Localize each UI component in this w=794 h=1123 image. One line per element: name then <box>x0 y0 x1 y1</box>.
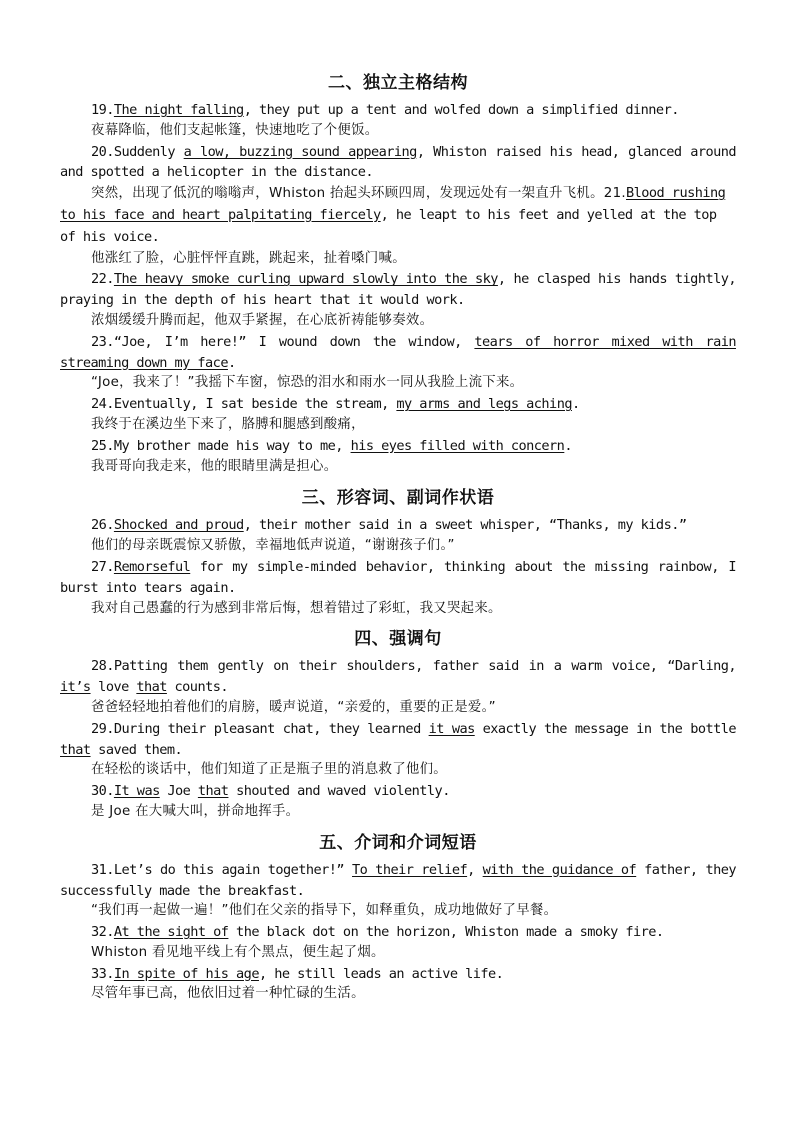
translation-21: 他涨红了脸，心脏怦怦直跳，跳起来，扯着嗓门喊。 <box>91 250 406 266</box>
sentence-19: 19.The night falling, they put up a tent and wolfed down a simplified dinner. <box>91 102 679 118</box>
section-title-adjectives-adverbs: 三、形容词、副词作状语 <box>301 488 495 509</box>
underlined-phrase: my arms and legs aching <box>396 396 572 413</box>
sentence-33: 33.In spite of his age, he still leads an active life. <box>91 965 504 982</box>
translation-33: 尽管年事已高，他依旧过着一种忙碌的生活。 <box>91 986 365 1002</box>
translation-28: 爸爸轻轻地拍着他们的肩膀，暖声说道，“亲爱的，重要的正是爱。” <box>91 699 496 715</box>
underlined-phrase: tears of horror mixed with rain streaming down my face <box>60 333 736 371</box>
translation-23: “Joe，我来了！”我摇下车窗，惊恐的泪水和雨水一同从我脸上流下来。 <box>91 375 524 391</box>
underlined-phrase: a low, buzzing sound appearing <box>183 143 417 160</box>
underlined-phrase: that <box>197 783 229 800</box>
underlined-phrase: with the guidance of <box>482 861 637 878</box>
underlined-phrase: that <box>136 679 167 696</box>
sentence-22: 22.The heavy smoke curling upward slowly into the sky, he clasped his hands tightly, praying in the depth of his heart that it would work. <box>60 271 736 309</box>
underlined-phrase: At the sight of <box>113 924 229 941</box>
underlined-phrase: In spite of his age <box>113 965 259 982</box>
underlined-phrase: To their relief <box>352 861 468 878</box>
underlined-phrase: Blood rushing to his face and heart palpitating fiercely <box>60 185 726 223</box>
sentence-20: 20.Suddenly a low, buzzing sound appearing, Whiston raised his head, glanced around and spotted a helicopter in the distance. <box>60 143 736 181</box>
underlined-phrase: his eyes filled with concern <box>350 437 565 454</box>
sentence-28: 28.Patting them gently on their shoulders, father said in a warm voice, “Darling, it’s love that counts. <box>60 658 736 696</box>
underlined-phrase: Remorseful <box>113 558 191 575</box>
sentence-27: 27.Remorseful for my simple-minded behavior, thinking about the missing rainbow, I burst into tears again. <box>60 558 736 596</box>
sentence-32: 32.At the sight of the black dot on the horizon, Whiston made a smoky fire. <box>91 924 664 941</box>
document-page <box>60 66 736 1005</box>
sentence-26: 26.Shocked and proud, their mother said in a sweet whisper, “Thanks, my kids.” <box>91 517 687 534</box>
underlined-phrase: it’s <box>60 679 91 696</box>
underlined-phrase: that <box>60 741 91 758</box>
underlined-phrase: Shocked and proud <box>113 517 244 534</box>
section-title-prepositions: 五、介词和介词短语 <box>319 832 477 853</box>
translation-25: 我哥哥向我走来，他的眼睛里满是担心。 <box>91 458 338 474</box>
translation-30: 是 Joe 在大喊大叫，拼命地挥手。 <box>91 803 300 819</box>
translation-19: 夜幕降临，他们支起帐篷，快速地吃了个便饭。 <box>91 122 379 138</box>
sentence-25: 25.My brother made his way to me, his eyes filled with concern. <box>91 437 572 454</box>
section-title-emphatic-sentence: 四、强调句 <box>354 629 442 650</box>
underlined-phrase: It was <box>113 783 160 800</box>
sentence-29: 29.During their pleasant chat, they learned it was exactly the message in the bottle that saved them. <box>60 720 736 758</box>
underlined-phrase: The heavy smoke curling upward slowly into the sky <box>113 271 498 288</box>
translation-27: 我对自己愚蠢的行为感到非常后悔，想着错过了彩虹，我又哭起来。 <box>91 600 502 616</box>
translation-31: “我们再一起做一遍！”他们在父亲的指导下，如释重负，成功地做好了早餐。 <box>91 903 558 919</box>
sentence-30: 30.It was Joe that shouted and waved violently. <box>91 783 450 800</box>
translation-32: Whiston 看见地平线上有个黑点，便生起了烟。 <box>91 944 385 960</box>
translation-29: 在轻松的谈话中，他们知道了正是瓶子里的消息救了他们。 <box>91 762 447 778</box>
translation-22: 浓烟缓缓升腾而起，他双手紧握，在心底祈祷能够奏效。 <box>91 312 434 328</box>
sentence-24: 24.Eventually, I sat beside the stream, my arms and legs aching. <box>91 396 580 413</box>
translation-26: 他们的母亲既震惊又骄傲，幸福地低声说道，“谢谢孩子们。” <box>91 538 455 554</box>
underlined-phrase: it was <box>428 720 475 737</box>
sentence-31: 31.Let’s do this again together!” To their relief, with the guidance of father, they successfully made the breakfast. <box>60 861 737 899</box>
section-title-absolute-construction: 二、独立主格结构 <box>328 73 468 93</box>
sentence-23: 23.“Joe, I’m here!” I wound down the window, tears of horror mixed with rain streaming down my face. <box>60 333 736 371</box>
underlined-phrase: The night falling <box>113 102 244 118</box>
translation-20: 突然，出现了低沉的嗡嗡声，Whiston 抬起头环顾四周，发现远处有一架直升飞机。21.Blood rushing to his face and heart palpitating fiercely, he leapt to his feet and yelled at the top of his voice. <box>60 185 726 245</box>
translation-24: 我终于在溪边坐下来了，胳膊和腿感到酸痛， <box>91 416 365 432</box>
